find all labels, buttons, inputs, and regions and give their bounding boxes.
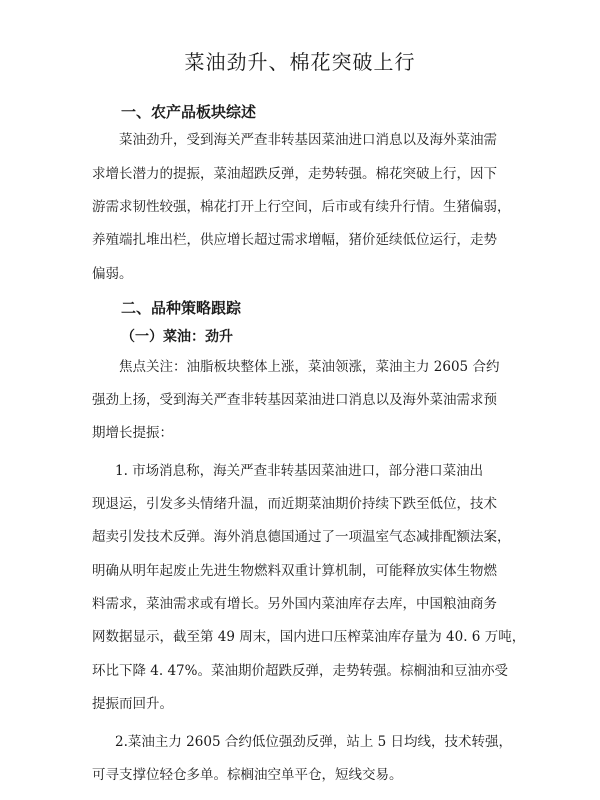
item-1-line: 网数据显示，截至第 49 周末，国内进口压榨菜油库存量为 40. 6 万吨， [92, 629, 526, 645]
focus-line: 强劲上扬，受到海关严查非转基因菜油进口消息以及海外菜油需求预 [92, 392, 497, 408]
item-1-line: 提振而回升。 [92, 696, 173, 712]
section-1-line: 游需求韧性较强，棉花打开上行空间，后市或有续升行情。生猪偏弱， [92, 199, 511, 215]
item-1-line: 超卖引发技术反弹。海外消息德国通过了一项温室气态减排配额法案， [92, 529, 511, 545]
item-1-line: 现退运，引发多头情绪升温，而近期菜油期价持续下跌至低位，技术 [92, 496, 497, 512]
section-1-heading: 一、农产品板块综述 [121, 103, 257, 121]
item-1-line: 环比下降 4. 47%。菜油期价超跌反弹，走势转强。棕榈油和豆油亦受 [92, 663, 508, 679]
section-1-line: 求增长潜力的提振，菜油超跌反弹，走势转强。棉花突破上行，因下 [92, 166, 497, 182]
focus-line: 期增长提振： [92, 425, 173, 441]
item-1-line: 料需求，菜油需求或有增长。另外国内菜油库存去库，中国粮油商务 [92, 596, 497, 612]
focus-line: 焦点关注：油脂板块整体上涨，菜油领涨，菜油主力 2605 合约 [119, 359, 500, 375]
section-1-line: 菜油劲升，受到海关严查非转基因菜油进口消息以及海外菜油需 [119, 132, 497, 148]
item-2-line: 2.菜油主力 2605 合约低位强劲反弹，站上 5 日均线，技术转强， [115, 734, 512, 750]
item-1-line: 1. 市场消息称，海关严查非转基因菜油进口，部分港口菜油出 [115, 463, 484, 479]
item-1-line: 明确从明年起废止先进生物燃料双重计算机制，可能释放实体生物燃 [92, 563, 497, 579]
section-1-line: 养殖端扎堆出栏，供应增长超过需求增幅，猪价延续低位运行，走势 [92, 232, 497, 248]
section-1-line: 偏弱。 [92, 266, 133, 282]
item-2-line: 可寻支撑位轻仓多单。棕榈油空单平仓，短线交易。 [92, 767, 403, 783]
page-title: 菜油劲升、棉花突破上行 [184, 50, 416, 74]
section-2-heading: 二、品种策略跟踪 [121, 299, 242, 317]
subsection-heading: （一）菜油：劲升 [121, 329, 233, 345]
